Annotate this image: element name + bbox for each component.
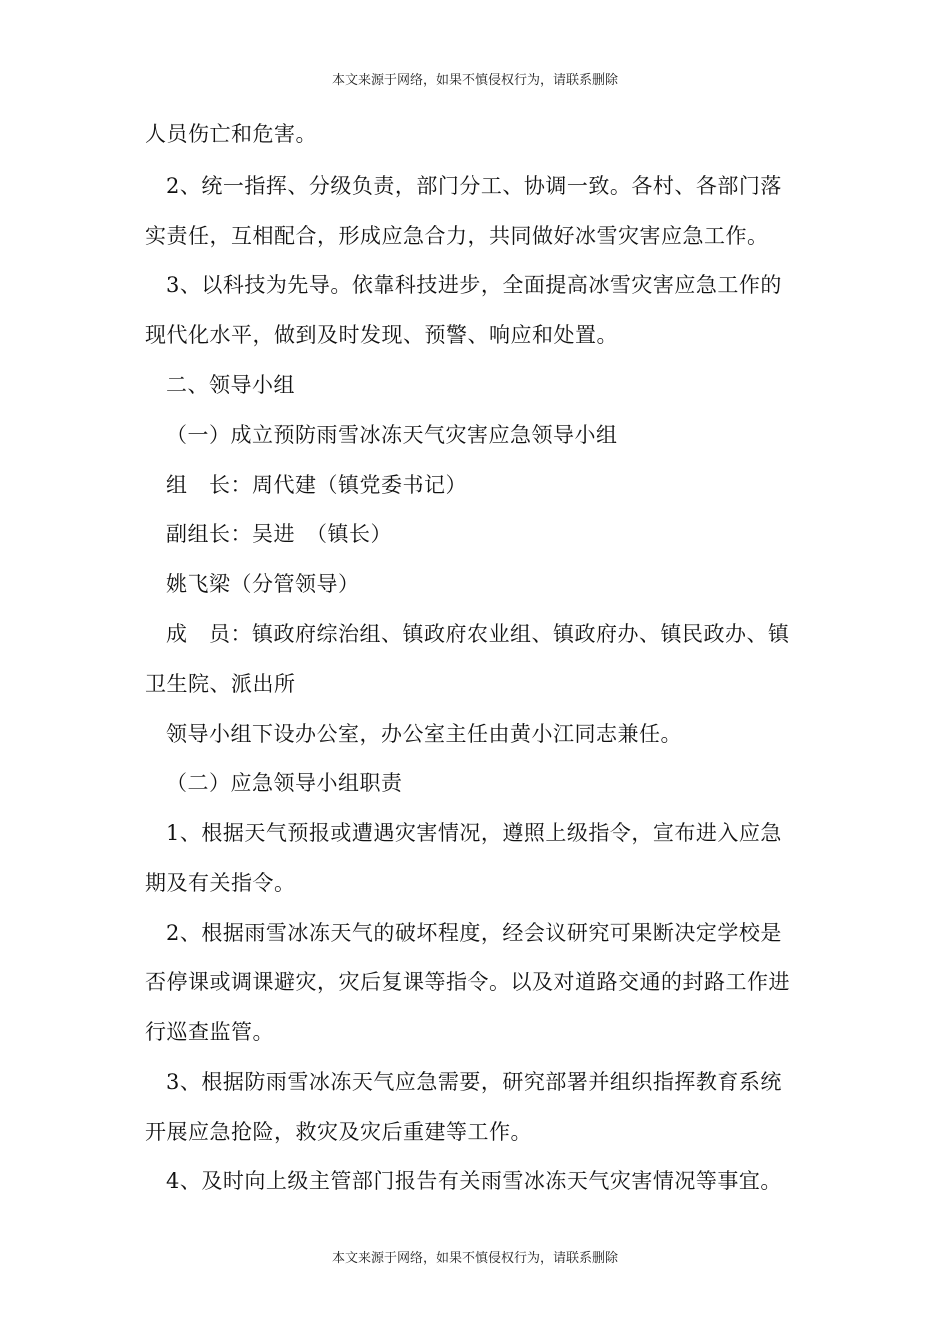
body-line: 副组长：吴进 （镇长）: [166, 522, 392, 546]
body-line: 4、及时向上级主管部门报告有关雨雪冰冻天气灾害情况等事宜。: [166, 1169, 782, 1193]
body-line: 期及有关指令。: [145, 871, 296, 895]
body-line: 2、根据雨雪冰冻天气的破坏程度，经会议研究可果断决定学校是: [166, 921, 782, 945]
body-line: 人员伤亡和危害。: [145, 122, 317, 146]
body-line: 领导小组下设办公室，办公室主任由黄小江同志兼任。: [166, 722, 682, 746]
body-line: 姚飞梁（分管领导）: [166, 572, 360, 596]
footer-disclaimer: 本文来源于网络，如果不慎侵权行为，请联系删除: [331, 1251, 618, 1266]
body-line: 现代化水平，做到及时发现、预警、响应和处置。: [145, 323, 618, 347]
body-line: 1、根据天气预报或遭遇灾害情况，遵照上级指令，宣布进入应急: [166, 821, 782, 845]
header-disclaimer: 本文来源于网络，如果不慎侵权行为，请联系删除: [331, 73, 618, 88]
body-line: 卫生院、派出所: [145, 672, 296, 696]
body-line: 3、根据防雨雪冰冻天气应急需要，研究部署并组织指挥教育系统: [166, 1070, 782, 1094]
body-line: 2、统一指挥、分级负责，部门分工、协调一致。各村、各部门落: [166, 174, 782, 198]
body-line: 3、以科技为先导。依靠科技进步，全面提高冰雪灾害应急工作的: [166, 273, 782, 297]
body-line: 组 长：周代建（镇党委书记）: [166, 473, 467, 497]
body-line: 实责任，互相配合，形成应急合力，共同做好冰雪灾害应急工作。: [145, 224, 769, 248]
body-line: 行巡查监管。: [145, 1020, 274, 1044]
body-line: 否停课或调课避灾，灾后复课等指令。以及对道路交通的封路工作进: [145, 970, 790, 994]
body-line: 开展应急抢险，救灾及灾后重建等工作。: [145, 1120, 532, 1144]
body-line: 成 员：镇政府综治组、镇政府农业组、镇政府办、镇民政办、镇: [166, 622, 790, 646]
section-heading: 二、领导小组: [166, 373, 295, 397]
subsection-heading: （二）应急领导小组职责: [166, 771, 403, 795]
subsection-heading: （一）成立预防雨雪冰冻天气灾害应急领导小组: [166, 423, 618, 447]
